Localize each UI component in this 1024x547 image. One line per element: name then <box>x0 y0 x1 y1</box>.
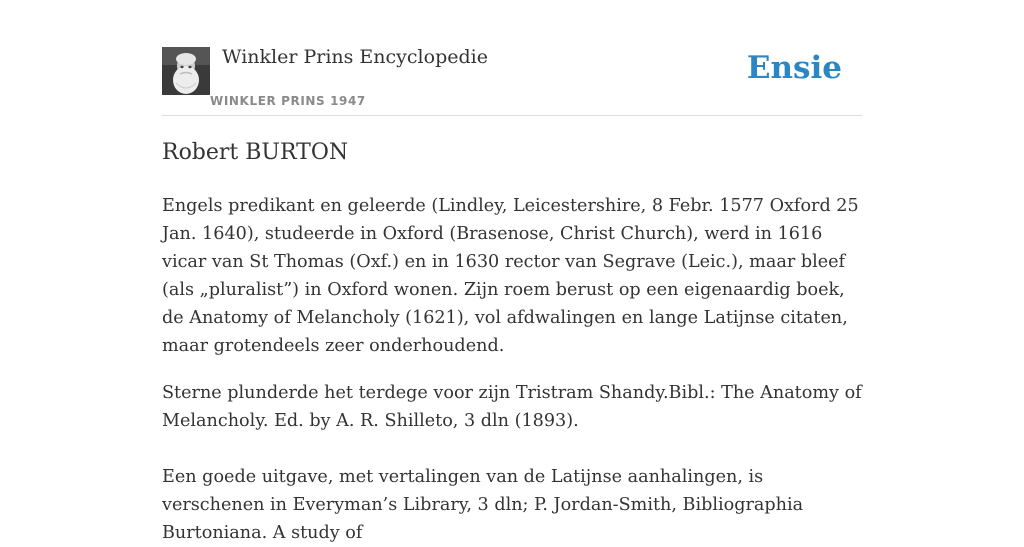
site-title[interactable]: Winkler Prins Encyclopedie <box>222 46 488 68</box>
bearded-man-portrait-icon[interactable] <box>162 47 210 95</box>
article-paragraph: Een goede uitgave, met vertalingen van de Latijnse aanhalingen, is verschenen in Everyman’s Library, 3 dln; P. Jordan-Smith, Bibliographia Burtoniana. A study of <box>162 467 804 543</box>
site-header <box>162 0 862 116</box>
article-title: Robert BURTON <box>162 140 349 165</box>
page-container <box>162 0 862 543</box>
article-paragraph: Engels predikant en geleerde (Lindley, Leicestershire, 8 Febr. 1577 Oxford 25 Jan. 1640), studeerde in Oxford (Brasenose, Christ Church), werd in 1616 vicar van St Thomas (Oxf.) en in 1630 rector van Segrave (Leic.), maar bleef (als „pluralist”) in Oxford wonen. Zijn roem berust op een eigenaardig boek, de Anatomy of Melancholy (1621), vol afdwalingen en lange Latijnse citaten, maar grotendeels zeer onderhoudend. <box>162 196 859 356</box>
article-paragraph: Sterne plunderde het terdege voor zijn Tristram Shandy.Bibl.: The Anatomy of Melancholy. Ed. by A. R. Shilleto, 3 dln (1893). <box>162 383 862 431</box>
site-subtitle: WINKLER PRINS 1947 <box>210 94 366 108</box>
brand-logo-link[interactable]: Ensie <box>746 50 842 86</box>
